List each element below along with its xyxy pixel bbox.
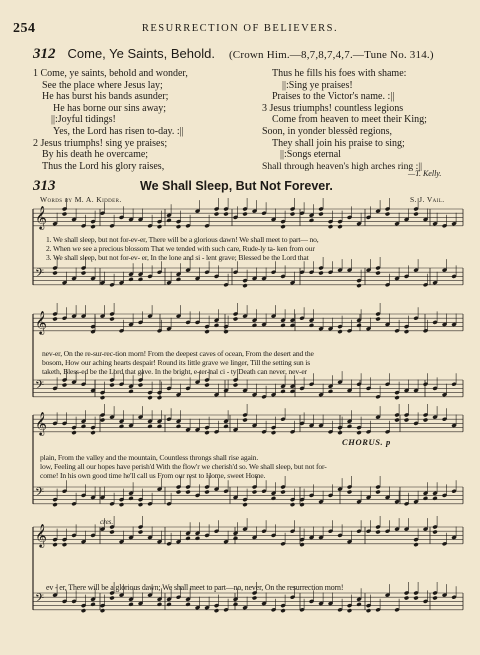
note-head (347, 490, 352, 495)
note-head (309, 323, 314, 328)
note-head (128, 602, 133, 607)
note-head (318, 271, 323, 276)
note-head (233, 602, 238, 607)
note-head (185, 490, 190, 495)
note-head (280, 389, 285, 394)
note-head (375, 490, 380, 495)
note-head (138, 277, 143, 282)
note-head (81, 424, 86, 429)
note-head (413, 542, 418, 547)
note-head (147, 395, 152, 400)
verse-line: By his death he overcame; (42, 149, 149, 161)
verse-line: Thus he fills his foes with shame: (272, 68, 407, 79)
treble-clef: 𝄞 (35, 205, 47, 229)
note-head (233, 317, 238, 322)
note-head (404, 418, 409, 423)
note-head (280, 224, 285, 229)
note-head (81, 271, 86, 276)
note-head (337, 224, 342, 229)
note-head (119, 502, 124, 507)
lyric-line: 3. We shall sleep, but not for-ev- er, In the lone and si - lent grave; Blessed be the Lord that (46, 253, 309, 262)
note-head (109, 596, 114, 601)
verse-line: Thus the Lord his glory raises, (42, 160, 165, 172)
note-head (204, 430, 209, 435)
note-head (90, 602, 95, 607)
lyric-line: taketh, Bless-ed be the Lord that gave. In the bright, e-ter-nal ci - ty Death can never, nev-er (42, 367, 307, 376)
note-head (271, 430, 276, 435)
note-head (62, 383, 67, 388)
verse-line: Shall through heaven's high arches ring :|| (262, 160, 423, 172)
verse-line: Yes, the Lord has risen to-day. :|| (53, 125, 184, 137)
note-head (62, 542, 67, 547)
note-head (356, 323, 361, 328)
words-credit: Words by M. A. Kidder. (40, 195, 122, 204)
note-head (375, 271, 380, 276)
verse-line: 2 Jesus triumphs! sing ye praises; (33, 137, 168, 149)
note-head (90, 430, 95, 435)
note-head (242, 502, 247, 507)
lyric-line: plain, From the valley and the mountain, Countless throngs shall rise again. (40, 453, 259, 462)
lyric-line: bosom, How our aching hearts despair! Round its little grave we linger, Till the setting sun is (42, 358, 311, 367)
note-head (242, 418, 247, 423)
note-head (109, 317, 114, 322)
note-head (223, 212, 228, 217)
hymn-313-number: 313 (33, 178, 56, 194)
dynamic-piano: p (386, 437, 391, 447)
note-head (138, 530, 143, 535)
note-head (271, 496, 276, 501)
note-head (223, 329, 228, 334)
chorus-label-text: CHORUS. (342, 437, 384, 447)
note-head (176, 490, 181, 495)
hymn-312-author: —T. Kelly. (408, 169, 442, 178)
verse-line: ||:Sing ye praises! (282, 79, 353, 91)
note-head (328, 389, 333, 394)
note-head (432, 530, 437, 535)
note-head (214, 212, 219, 217)
chorus-label (342, 437, 391, 447)
note-head (176, 224, 181, 229)
note-head (185, 536, 190, 541)
note-head (413, 596, 418, 601)
verse-line: He has borne our sins away; (53, 102, 167, 114)
lyric-line: come! In his own good time he'll call us From our rest to Home, sweet Home. (40, 471, 266, 480)
note-head (413, 212, 418, 217)
hymn-313-title: We Shall Sleep, But Not Forever. (140, 179, 333, 193)
note-head (52, 502, 57, 507)
lyric-line: low, Feeling all our hopes have perish'd With the flow'r we cherish'd so. We shall sleep, but not for- (40, 462, 327, 471)
note-head (337, 329, 342, 334)
hymn-312-meter: (Crown Him.—8,7,8,7,4,7.—Tune No. 314.) (228, 49, 434, 61)
note-head (166, 602, 171, 607)
note-head (157, 602, 162, 607)
note-head (290, 212, 295, 217)
note-head (356, 602, 361, 607)
note-head (157, 224, 162, 229)
note-head (176, 424, 181, 429)
verse-line: ||:Songs eternal (280, 149, 341, 161)
bass-clef: 𝄢 (35, 379, 45, 395)
hymn-312-number: 312 (33, 46, 56, 62)
lyric-line: 2. When we see a precious blossom That we tended with such care, Rude-ly ta- ken from our (46, 244, 315, 253)
note-head (100, 418, 105, 423)
note-head (347, 424, 352, 429)
verse-line: See the place where Jesus lay; (42, 79, 163, 91)
lyric-line: ev - er, There will be a glorious dawn; We shall meet to part—no, never, On the resurrection morn! (46, 583, 344, 592)
note-head (252, 490, 257, 495)
note-head (62, 212, 67, 217)
hymn-312-title: Come, Ye Saints, Behold. (67, 46, 215, 61)
note-head (128, 496, 133, 501)
note-head (280, 490, 285, 495)
note-head (166, 218, 171, 223)
note-head (214, 323, 219, 328)
note-head (233, 536, 238, 541)
note-head (147, 424, 152, 429)
note-head (375, 317, 380, 322)
page-number: 254 (13, 21, 36, 36)
note-head (52, 317, 57, 322)
note-head (204, 383, 209, 388)
section-title: RESURRECTION OF BELIEVERS. (141, 23, 339, 34)
note-head (328, 224, 333, 229)
note-head (195, 536, 200, 541)
note-head (138, 383, 143, 388)
verse-line: Come from heaven to meet their King; (272, 114, 427, 126)
note-head (280, 608, 285, 613)
note-head (109, 530, 114, 535)
note-head (90, 224, 95, 229)
bass-clef: 𝄢 (35, 267, 45, 283)
note-head (71, 430, 76, 435)
note-head (128, 389, 133, 394)
note-head (356, 430, 361, 435)
verse-line: 3 Jesus triumphs! countless legions (262, 102, 404, 114)
verse-line: Soon, in yonder blessèd regions, (262, 125, 392, 137)
verse-line: They shall join his praise to sing; (272, 137, 405, 149)
note-head (394, 418, 399, 423)
note-head (52, 271, 57, 276)
note-head (204, 490, 209, 495)
note-head (432, 596, 437, 601)
bass-clef: 𝄢 (35, 592, 45, 608)
note-head (290, 389, 295, 394)
note-head (404, 596, 409, 601)
note-head (214, 608, 219, 613)
note-head (423, 496, 428, 501)
note-head (280, 323, 285, 328)
crescendo-mark: cres. (100, 518, 114, 526)
verse-line: He has burst his bands asunder; (42, 91, 169, 103)
note-head (81, 608, 86, 613)
note-head (309, 218, 314, 223)
note-head (204, 329, 209, 334)
lyric-line: nev-er, On the re-sur-rec-tion morn! From the deepest caves of ocean, From the desert and the (42, 349, 314, 358)
note-head (252, 596, 257, 601)
note-head (318, 212, 323, 217)
note-head (366, 608, 371, 613)
note-head (242, 283, 247, 288)
note-head (404, 329, 409, 334)
note-head (109, 383, 114, 388)
note-head (347, 608, 352, 613)
note-head (337, 430, 342, 435)
note-head (242, 212, 247, 217)
note-head (223, 424, 228, 429)
note-head (394, 395, 399, 400)
verse-line: ||:Joyful tidings! (51, 114, 116, 126)
verse-line: Praises to the Victor's name. :|| (272, 91, 395, 103)
note-head (157, 424, 162, 429)
note-head (119, 424, 124, 429)
note-head (290, 502, 295, 507)
note-head (100, 395, 105, 400)
note-head (356, 283, 361, 288)
note-head (185, 602, 190, 607)
note-head (52, 542, 57, 547)
note-head (233, 383, 238, 388)
note-head (176, 277, 181, 282)
note-head (432, 496, 437, 501)
treble-clef: 𝄞 (35, 411, 47, 435)
note-head (385, 212, 390, 217)
note-head (128, 277, 133, 282)
lyric-line: 1. We shall sleep, but not for-ev-er, There will be a glorious dawn! We shall meet to part— no, (46, 235, 319, 244)
bass-clef: 𝄢 (35, 486, 45, 502)
note-head (100, 608, 105, 613)
note-head (423, 418, 428, 423)
composer-credit: S. J. Vail. (410, 195, 445, 204)
verse-line: 1 Come, ye saints, behold and wonder, (33, 68, 188, 79)
note-head (252, 323, 257, 328)
treble-clef: 𝄞 (35, 310, 47, 334)
note-head (138, 502, 143, 507)
note-head (290, 323, 295, 328)
note-head (375, 530, 380, 535)
note-head (157, 395, 162, 400)
treble-clef: 𝄞 (35, 523, 47, 547)
